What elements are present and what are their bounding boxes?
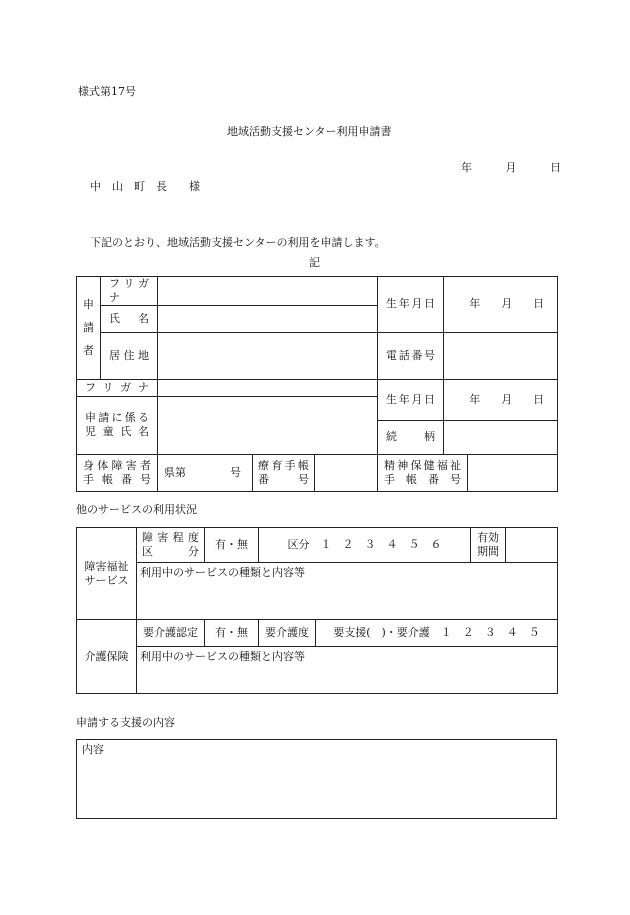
mental-cert-field[interactable] xyxy=(468,454,558,491)
child-name-label-line2: 児童氏名 xyxy=(85,425,149,438)
welfare-validity-field[interactable] xyxy=(506,528,558,563)
applicant-phone-label: 電話番号 xyxy=(378,332,444,379)
ryoiku-cert-label-line1: 療育手帳 xyxy=(258,458,309,472)
welfare-degree-label xyxy=(137,528,205,563)
welfare-degree-label-line1: 障害程度 xyxy=(142,531,199,545)
welfare-label xyxy=(77,528,137,620)
care-level-value[interactable]: 要支援( )・要介護 １ ２ ３ ４ ５ xyxy=(316,620,558,647)
care-usage-field[interactable] xyxy=(137,647,558,694)
physical-cert-label-line2: 手帳番号 xyxy=(83,472,151,486)
welfare-validity-line1: 有効 xyxy=(477,531,499,545)
welfare-label-line1: 障害福祉 xyxy=(84,559,129,573)
mental-cert-label xyxy=(378,454,468,491)
care-cert-label: 要介護認定 xyxy=(137,620,205,647)
care-usage-label: 利用中のサービスの種類と内容等 xyxy=(140,650,305,663)
child-name-label-line1: 申請に係る xyxy=(85,411,149,425)
welfare-degree-label-line2: 区分 xyxy=(142,545,199,558)
applicant-birth-field[interactable] xyxy=(444,277,558,333)
applicant-phone-field[interactable] xyxy=(444,332,558,379)
applicant-char-1: 申 xyxy=(83,298,94,312)
support-content-box[interactable] xyxy=(76,739,557,819)
ryoiku-cert-label-line2: 番号 xyxy=(258,472,309,486)
services-table xyxy=(76,527,558,694)
welfare-yes-no[interactable]: 有・無 xyxy=(205,528,259,563)
applicant-birth-value: 年 月 日 xyxy=(469,297,550,311)
child-relation-label: 続柄 xyxy=(378,420,444,454)
applicant-table xyxy=(76,276,558,492)
physical-cert-value: 県第 号 xyxy=(164,465,241,479)
welfare-validity-label xyxy=(471,528,506,563)
mental-cert-label-line1: 精神保健福祉 xyxy=(384,458,462,472)
addressee: 中 山 町 長 様 xyxy=(90,180,200,193)
welfare-usage-label: 利用中のサービスの種類と内容等 xyxy=(140,566,305,579)
mental-cert-label-line2: 手帳番号 xyxy=(384,472,462,486)
welfare-usage-field[interactable] xyxy=(137,563,558,620)
welfare-validity-line2: 期間 xyxy=(477,545,499,558)
child-birth-value: 年 月 日 xyxy=(469,392,550,406)
welfare-category[interactable]: 区分 １ ２ ３ ４ ５ ６ xyxy=(259,528,471,563)
support-heading: 申請する支援の内容 xyxy=(76,716,175,729)
applicant-birth-label: 生年月日 xyxy=(378,277,444,333)
care-label: 介護保険 xyxy=(77,620,137,694)
date-line: 年 月 日 xyxy=(461,161,565,174)
child-name-label xyxy=(77,396,158,454)
applicant-address-field[interactable] xyxy=(158,332,378,379)
applicant-furigana-field[interactable] xyxy=(158,277,378,306)
applicant-address-label: 居住地 xyxy=(101,332,158,379)
form-number: 様式第17号 xyxy=(78,85,136,98)
ryoiku-cert-label xyxy=(253,454,315,491)
applicant-furigana-label: フリガナ xyxy=(101,277,158,306)
applicant-char-2: 請 xyxy=(83,321,94,335)
welfare-label-line2: サービス xyxy=(84,573,129,587)
applicant-name-field[interactable] xyxy=(158,305,378,332)
physical-cert-field[interactable] xyxy=(158,454,253,491)
ki-label: 記 xyxy=(309,256,320,269)
physical-cert-label xyxy=(77,454,158,491)
child-furigana-field[interactable] xyxy=(158,379,378,396)
care-level-label: 要介護度 xyxy=(259,620,316,647)
child-relation-field[interactable] xyxy=(444,420,558,454)
applicant-char-3: 者 xyxy=(83,344,94,358)
intro-text: 下記のとおり、地域活動支援センターの利用を申請します。 xyxy=(90,236,386,249)
child-birth-label: 生年月日 xyxy=(378,379,444,420)
child-name-field[interactable] xyxy=(158,396,378,454)
physical-cert-label-line1: 身体障害者 xyxy=(83,458,151,472)
ryoiku-cert-field[interactable] xyxy=(315,454,378,491)
child-birth-field[interactable] xyxy=(444,379,558,420)
care-yes-no[interactable]: 有・無 xyxy=(205,620,259,647)
applicant-name-label: 氏名 xyxy=(101,305,158,332)
form-title: 地域活動支援センター利用申請書 xyxy=(227,125,392,138)
other-services-heading: 他のサービスの利用状況 xyxy=(76,503,197,516)
child-furigana-label: フリガナ xyxy=(77,379,158,396)
applicant-group-label xyxy=(77,277,101,380)
support-content-label: 内容 xyxy=(82,743,104,756)
